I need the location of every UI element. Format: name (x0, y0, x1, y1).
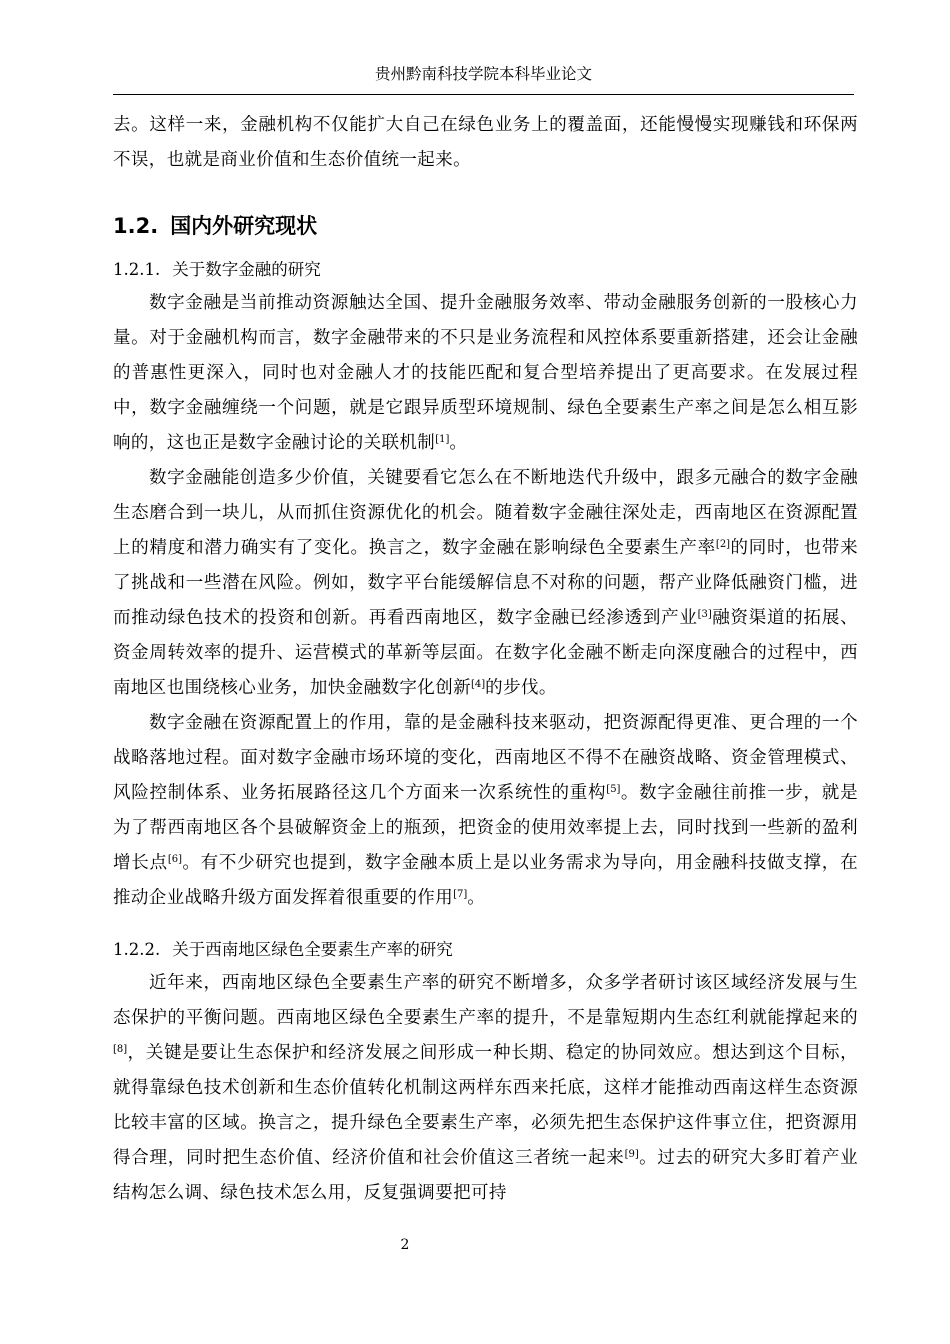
paragraph-text: 。过去的研究大多盯着产业结构怎么调、绿色技术怎么用，反复强调要把可持 (113, 1148, 858, 1203)
paragraph-text: 数字金融是当前推动资源触达全国、提升金融服务效率、带动金融服务创新的一股核心力量。对于金融机构而言，数字金融带来的不只是业务流程和风控体系要重新搭建，还会让金融的普惠性更深入，同时也对金融人才的技能匹配和复合型培养提出了更高要求。在发展过程中，数字金融缠绕一个问题，就是它跟异质型环境规制、绿色全要素生产率之间是怎么相互影响的，这也正是数字金融讨论的关联机制 (113, 293, 858, 453)
citation-ref-8[interactable]: [8] (113, 1044, 128, 1055)
citation-ref-7[interactable]: [7] (453, 889, 468, 900)
subsection-heading-2 (113, 936, 858, 964)
citation-ref-2[interactable]: [2] (715, 539, 731, 550)
paragraph-text: 。数字金融往前推一步，就是为了帮西南地区各个县破解资金上的瓶颈，把资金的使用效率提上去，同时找到一些新的盈利增长点 (113, 783, 858, 873)
subsection-number-2: 1.2.2. (113, 940, 161, 959)
citation-ref-4[interactable]: [4] (471, 679, 486, 690)
intro-paragraph: 去。这样一来，金融机构不仅能扩大自己在绿色业务上的覆盖面，还能慢慢实现赚钱和环保两不误，也就是商业价值和生态价值统一起来。 (113, 115, 858, 170)
citation-ref-9[interactable]: [9] (624, 1149, 639, 1160)
page-number (0, 1236, 810, 1254)
paragraph-text: ，关键是要让生态保护和经济发展之间形成一种长期、稳定的协同效应。想达到这个目标，就得靠绿色技术创新和生态价值转化机制这两样东西来托底，这样才能推动西南这样生态资源比较丰富的区域。换言之，提升绿色全要素生产率，必须先把生态保护这件事立住，把资源用得合理，同时把生态价值、经济价值和社会价值这三者统一起来 (113, 1043, 858, 1168)
citation-ref-5[interactable]: [5] (606, 784, 621, 795)
section-heading (113, 210, 858, 242)
citation-ref-6[interactable]: [6] (167, 854, 182, 865)
paragraph-text: 。 (467, 888, 486, 908)
paragraph-text: 。有不少研究也提到，数字金融本质上是以业务需求为导向，用金融科技做支撑，在推动企业战略升级方面发挥着很重要的作用 (113, 853, 858, 908)
paragraph-text: 近年来，西南地区绿色全要素生产率的研究不断增多，众多学者研讨该区域经济发展与生态保护的平衡问题。西南地区绿色全要素生产率的提升，不是靠短期内生态红利就能撑起来的 (113, 973, 858, 1028)
page-body (113, 108, 858, 1211)
subsection-title-2: 关于西南地区绿色全要素生产率的研究 (172, 940, 453, 959)
subsection-title-1: 关于数字金融的研究 (172, 260, 321, 279)
citation-ref-1[interactable]: [1] (435, 434, 450, 445)
paragraph-text: 的同时，也带来了挑战和一些潜在风险。例如，数字平台能缓解信息不对称的问题，帮产业降低融资门槛，进而推动绿色技术的投资和创新。再看西南地区，数字金融已经渗透到产业 (113, 538, 858, 628)
citation-ref-3[interactable]: [3] (697, 609, 712, 620)
subsection-heading-1 (113, 256, 858, 284)
running-header (113, 64, 854, 95)
paragraph-text: 。 (449, 433, 468, 453)
paragraph-digital-finance-3 (113, 706, 858, 916)
running-header-title: 贵州黔南科技学院本科毕业论文 (374, 65, 592, 83)
page-number-value: 2 (400, 1237, 410, 1253)
paragraph-text: 融资渠道的拓展、资金周转效率的提升、运营模式的革新等层面。在数字化金融不断走向深度融合的过程中，西南地区也围绕核心业务，加快金融数字化创新 (113, 608, 858, 698)
section-title: 国内外研究现状 (170, 214, 318, 238)
paragraph-digital-finance-2 (113, 461, 858, 706)
paragraph-text: 的步伐。 (485, 678, 557, 698)
paragraph-green-tfp-1 (113, 966, 858, 1211)
paragraph-digital-finance-1 (113, 286, 858, 461)
subsection-number-1: 1.2.1. (113, 260, 161, 279)
paragraph-text: 数字金融在资源配置上的作用，靠的是金融科技来驱动，把资源配得更准、更合理的一个战略落地过程。面对数字金融市场环境的变化，西南地区不得不在融资战略、资金管理模式、风险控制体系、业务拓展路径这几个方面来一次系统性的重构 (113, 713, 858, 803)
section-number: 1.2. (113, 214, 159, 238)
paragraph-text: 数字金融能创造多少价值，关键要看它怎么在不断地迭代升级中，跟多元融合的数字金融生态磨合到一块儿，从而抓住资源优化的机会。随着数字金融往深处走，西南地区在资源配置上的精度和潜力确实有了变化。换言之，数字金融在影响绿色全要素生产率 (113, 468, 858, 558)
